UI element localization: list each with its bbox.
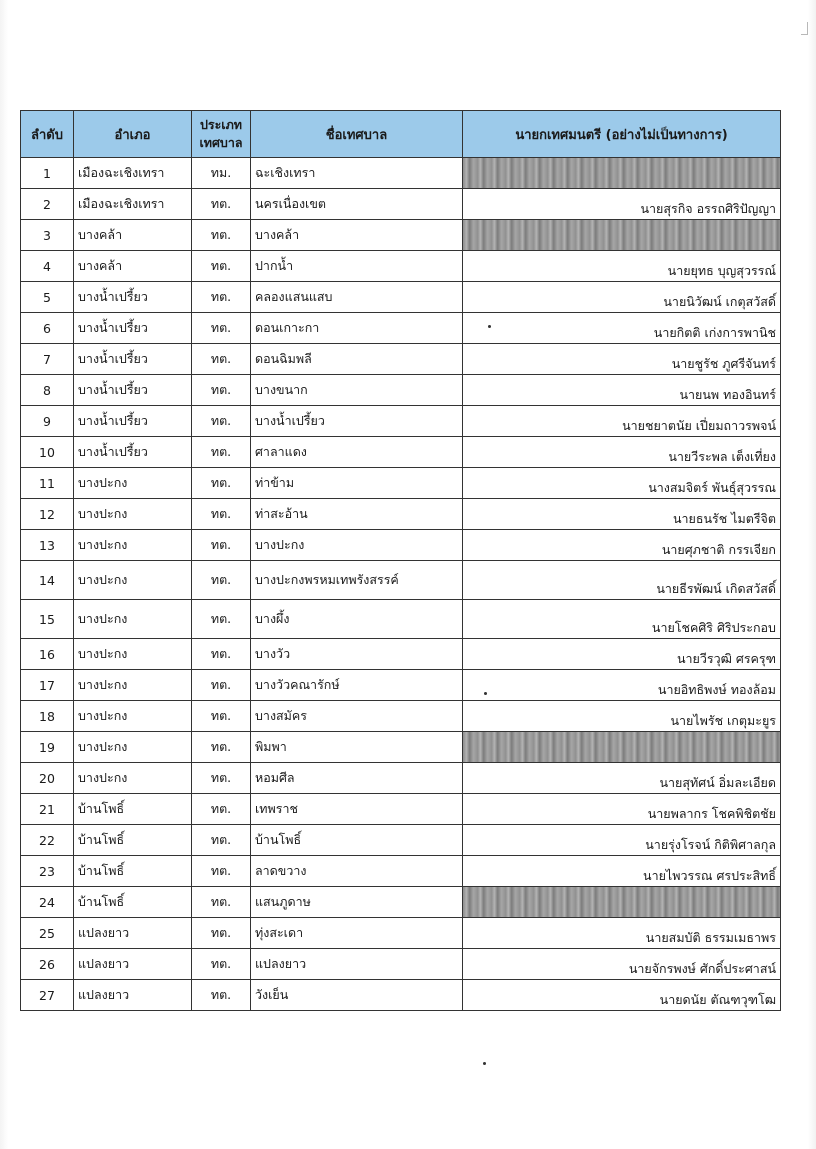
table-body: [21, 158, 781, 1011]
row-district: บางน้ำเปรี้ยว: [74, 437, 192, 468]
row-municipality: บางขนาก: [251, 375, 463, 406]
row-type: ทต.: [192, 732, 251, 763]
row-type: ทต.: [192, 825, 251, 856]
row-district: บ้านโพธิ์: [74, 887, 192, 918]
row-type: ทต.: [192, 701, 251, 732]
row-type: ทต.: [192, 313, 251, 344]
row-type: ทต.: [192, 561, 251, 600]
row-mayor: นายสมบัติ ธรรมเมธาพร: [463, 918, 781, 949]
row-district: แปลงยาว: [74, 980, 192, 1011]
row-municipality: บางวัว: [251, 639, 463, 670]
row-mayor: นายสุรกิจ อรรถศิริปัญญา: [463, 189, 781, 220]
row-district: บางน้ำเปรี้ยว: [74, 344, 192, 375]
row-district: บางปะกง: [74, 701, 192, 732]
header-mayor: นายกเทศมนตรี (อย่างไม่เป็นทางการ): [463, 111, 781, 158]
row-type: ทต.: [192, 251, 251, 282]
header-type-line2: เทศบาล: [199, 135, 243, 150]
row-type: ทต.: [192, 468, 251, 499]
row-type: ทต.: [192, 530, 251, 561]
row-district: บางน้ำเปรี้ยว: [74, 406, 192, 437]
row-type: ทต.: [192, 794, 251, 825]
row-mayor: นายชูรัช ภูศรีจันทร์: [463, 344, 781, 375]
row-municipality: แสนภูดาษ: [251, 887, 463, 918]
row-district: บางน้ำเปรี้ยว: [74, 313, 192, 344]
table-header-row: [21, 111, 781, 158]
table-row: [21, 499, 781, 530]
row-district: บางปะกง: [74, 763, 192, 794]
row-number: 7: [21, 344, 74, 375]
row-mayor-redacted: [463, 158, 781, 189]
row-mayor: นายวีรวุฒิ ศรครุฑ: [463, 639, 781, 670]
row-municipality: แปลงยาว: [251, 949, 463, 980]
row-district: บางปะกง: [74, 670, 192, 701]
row-mayor: นายพลากร โชคพิชิตชัย: [463, 794, 781, 825]
row-number: 22: [21, 825, 74, 856]
row-district: เมืองฉะเชิงเทรา: [74, 189, 192, 220]
table-row: [21, 825, 781, 856]
row-type: ทต.: [192, 639, 251, 670]
row-district: บางปะกง: [74, 499, 192, 530]
row-district: บ้านโพธิ์: [74, 825, 192, 856]
corner-crop-mark: [801, 22, 808, 35]
table-row: [21, 732, 781, 763]
row-mayor-redacted: [463, 220, 781, 251]
row-type: ทต.: [192, 189, 251, 220]
table-row: [21, 530, 781, 561]
row-municipality: บ้านโพธิ์: [251, 825, 463, 856]
row-mayor-redacted: [463, 887, 781, 918]
row-mayor: นางสมจิตร์ พันธุ์สุวรรณ: [463, 468, 781, 499]
row-municipality: ท่าข้าม: [251, 468, 463, 499]
row-number: 13: [21, 530, 74, 561]
row-district: บางคล้า: [74, 220, 192, 251]
row-district: บางน้ำเปรี้ยว: [74, 375, 192, 406]
row-number: 11: [21, 468, 74, 499]
row-mayor: นายศุภชาติ กรรเจียก: [463, 530, 781, 561]
row-type: ทต.: [192, 406, 251, 437]
table-row: [21, 158, 781, 189]
table-row: [21, 887, 781, 918]
table-row: [21, 918, 781, 949]
row-municipality: บางปะกง: [251, 530, 463, 561]
row-type: ทต.: [192, 344, 251, 375]
row-mayor: นายอิทธิพงษ์ ทองล้อม: [463, 670, 781, 701]
row-mayor: นายนิวัฒน์ เกตุสวัสดิ์: [463, 282, 781, 313]
row-type: ทต.: [192, 499, 251, 530]
row-municipality: นครเนื่องเขต: [251, 189, 463, 220]
table-row: [21, 313, 781, 344]
row-municipality: บางน้ำเปรี้ยว: [251, 406, 463, 437]
row-type: ทม.: [192, 158, 251, 189]
row-mayor: นายไพรัช เกตุมะยูร: [463, 701, 781, 732]
scan-speck: [488, 325, 491, 328]
row-number: 3: [21, 220, 74, 251]
table-row: [21, 189, 781, 220]
row-district: บางปะกง: [74, 530, 192, 561]
row-number: 17: [21, 670, 74, 701]
table-row: [21, 980, 781, 1011]
header-district: อำเภอ: [74, 111, 192, 158]
table-row: [21, 375, 781, 406]
row-municipality: ลาดขวาง: [251, 856, 463, 887]
row-municipality: ศาลาแดง: [251, 437, 463, 468]
scan-speck: [484, 692, 487, 695]
row-type: ทต.: [192, 220, 251, 251]
row-number: 6: [21, 313, 74, 344]
row-district: เมืองฉะเชิงเทรา: [74, 158, 192, 189]
row-district: บ้านโพธิ์: [74, 794, 192, 825]
row-number: 19: [21, 732, 74, 763]
row-mayor: นายนพ ทองอินทร์: [463, 375, 781, 406]
row-municipality: ท่าสะอ้าน: [251, 499, 463, 530]
table-row: [21, 639, 781, 670]
row-number: 21: [21, 794, 74, 825]
table-row: [21, 701, 781, 732]
row-number: 1: [21, 158, 74, 189]
row-mayor: นายธนรัช ไมตรีจิต: [463, 499, 781, 530]
row-mayor: นายจักรพงษ์ ศักดิ์ประศาสน์: [463, 949, 781, 980]
row-municipality: ดอนฉิมพลี: [251, 344, 463, 375]
row-municipality: บางวัวคณารักษ์: [251, 670, 463, 701]
scan-speck: [483, 1062, 486, 1065]
table-row: [21, 600, 781, 639]
row-type: ทต.: [192, 670, 251, 701]
header-municipality: ชื่อเทศบาล: [251, 111, 463, 158]
row-district: บางปะกง: [74, 639, 192, 670]
row-mayor: นายรุ่งโรจน์ กิติพิศาลกุล: [463, 825, 781, 856]
row-district: บางปะกง: [74, 468, 192, 499]
table-row: [21, 251, 781, 282]
row-mayor: นายกิตติ เก่งการพานิช: [463, 313, 781, 344]
row-type: ทต.: [192, 949, 251, 980]
row-number: 25: [21, 918, 74, 949]
row-number: 12: [21, 499, 74, 530]
header-type: [192, 111, 251, 158]
row-type: ทต.: [192, 437, 251, 468]
row-mayor: นายธีรพัฒน์ เกิดสวัสดิ์: [463, 561, 781, 600]
table-row: [21, 282, 781, 313]
row-district: บางปะกง: [74, 600, 192, 639]
header-no: ลำดับ: [21, 111, 74, 158]
row-mayor: นายดนัย ตัณฑวุฑโฒ: [463, 980, 781, 1011]
table-row: [21, 406, 781, 437]
row-mayor: นายสุทัศน์ อิ่มละเอียด: [463, 763, 781, 794]
row-number: 16: [21, 639, 74, 670]
table-row: [21, 561, 781, 600]
row-mayor-redacted: [463, 732, 781, 763]
header-type-line1: ประเภท: [199, 117, 243, 132]
table-row: [21, 670, 781, 701]
row-type: ทต.: [192, 600, 251, 639]
row-type: ทต.: [192, 856, 251, 887]
table-row: [21, 437, 781, 468]
table-row: [21, 468, 781, 499]
row-mayor: นายโชคศิริ ศิริประกอบ: [463, 600, 781, 639]
row-number: 27: [21, 980, 74, 1011]
row-number: 4: [21, 251, 74, 282]
row-number: 2: [21, 189, 74, 220]
row-number: 18: [21, 701, 74, 732]
table-row: [21, 344, 781, 375]
row-district: แปลงยาว: [74, 918, 192, 949]
row-type: ทต.: [192, 282, 251, 313]
row-municipality: ปากน้ำ: [251, 251, 463, 282]
table-row: [21, 220, 781, 251]
mayor-roster-table: [20, 110, 781, 1011]
row-district: บางปะกง: [74, 561, 192, 600]
row-mayor: นายชยาตนัย เปี่ยมถาวรพจน์: [463, 406, 781, 437]
row-type: ทต.: [192, 763, 251, 794]
row-municipality: บางผึ้ง: [251, 600, 463, 639]
row-municipality: บางปะกงพรหมเทพรังสรรค์: [251, 561, 463, 600]
table-row: [21, 856, 781, 887]
row-district: แปลงยาว: [74, 949, 192, 980]
row-number: 20: [21, 763, 74, 794]
table-row: [21, 949, 781, 980]
row-district: บางน้ำเปรี้ยว: [74, 282, 192, 313]
row-municipality: เทพราช: [251, 794, 463, 825]
row-district: บางปะกง: [74, 732, 192, 763]
row-municipality: คลองแสนแสบ: [251, 282, 463, 313]
table-row: [21, 794, 781, 825]
row-municipality: หอมศีล: [251, 763, 463, 794]
row-mayor: นายวีระพล เต็งเที่ยง: [463, 437, 781, 468]
row-number: 14: [21, 561, 74, 600]
row-district: บางคล้า: [74, 251, 192, 282]
row-municipality: ฉะเชิงเทรา: [251, 158, 463, 189]
row-number: 23: [21, 856, 74, 887]
row-number: 15: [21, 600, 74, 639]
row-number: 10: [21, 437, 74, 468]
row-number: 26: [21, 949, 74, 980]
row-type: ทต.: [192, 887, 251, 918]
row-municipality: ดอนเกาะกา: [251, 313, 463, 344]
row-municipality: วังเย็น: [251, 980, 463, 1011]
table-row: [21, 763, 781, 794]
row-number: 8: [21, 375, 74, 406]
row-municipality: ทุ่งสะเดา: [251, 918, 463, 949]
row-number: 9: [21, 406, 74, 437]
row-number: 24: [21, 887, 74, 918]
row-number: 5: [21, 282, 74, 313]
row-type: ทต.: [192, 918, 251, 949]
row-type: ทต.: [192, 980, 251, 1011]
row-mayor: นายไพวรรณ ศรประสิทธิ์: [463, 856, 781, 887]
row-district: บ้านโพธิ์: [74, 856, 192, 887]
row-type: ทต.: [192, 375, 251, 406]
row-municipality: พิมพา: [251, 732, 463, 763]
row-municipality: บางคล้า: [251, 220, 463, 251]
row-municipality: บางสมัคร: [251, 701, 463, 732]
row-mayor: นายยุทธ บุญสุวรรณ์: [463, 251, 781, 282]
